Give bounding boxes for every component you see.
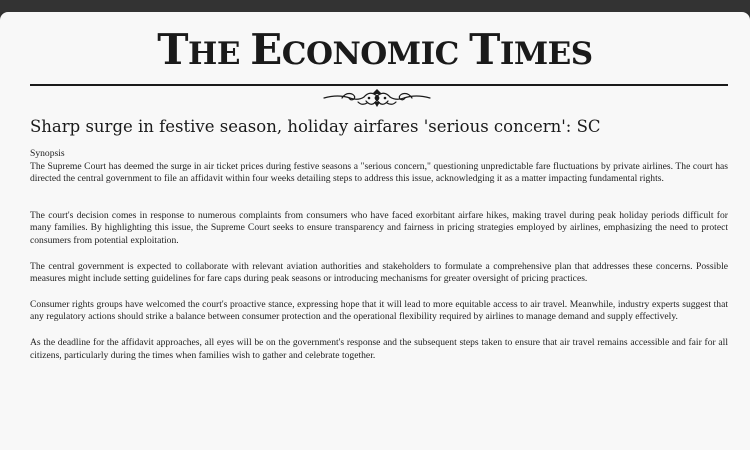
- masthead-letters: CONOMIC: [281, 36, 470, 72]
- article-paragraph: The central government is expected to collaborate with relevant aviation authorities and stakeholders to formulate a comprehensive plan that addresses these concerns. Possible measures might include setting guidelines for fare caps during peak seasons or introducing mechanisms for greater oversight of pricing practices.: [30, 260, 728, 285]
- window-top-bar: [0, 0, 750, 12]
- newspaper-page: [0, 12, 750, 450]
- article-headline: Sharp surge in festive season, holiday airfares 'serious concern': SC: [30, 117, 601, 136]
- article-paragraph: Consumer rights groups have welcomed the court's proactive stance, expressing hope that it will lead to more equitable access to air travel. Meanwhile, industry experts suggest that any regulatory actions should strike a balance between consumer protection and the operational flexibility required by airlines to manage demand and supply effectively.: [30, 298, 728, 323]
- flourish-divider-icon: [322, 88, 432, 110]
- article-paragraph: As the deadline for the affidavit approaches, all eyes will be on the government's response and the subsequent steps taken to ensure that air travel remains accessible and fair for all citizens, particularly during the times when families wish to gather and celebrate together.: [30, 336, 728, 361]
- masthead-logo[interactable]: [0, 26, 750, 74]
- synopsis-label: Synopsis: [30, 148, 65, 159]
- masthead-letter: E: [250, 25, 282, 74]
- masthead-letters: IMES: [499, 36, 593, 72]
- masthead-letter: T: [469, 25, 500, 74]
- article-body: [30, 148, 728, 362]
- article-paragraph: The court's decision comes in response to numerous complaints from consumers who have faced exorbitant airfare hikes, making travel during peak holiday periods difficult for many families. By highlighting this issue, the Supreme Court seeks to ensure transparency and fairness in pricing strategies employed by airlines, emphasizing the need to protect consumers from potential exploitation.: [30, 209, 728, 246]
- masthead-letters: HE: [188, 36, 251, 72]
- masthead-letter: T: [157, 25, 189, 74]
- synopsis-text: The Supreme Court has deemed the surge in air ticket prices during festive seasons a "serious concern," questioning unpredictable fare fluctuations by private airlines. The court has directed the central government to file an affidavit within four weeks detailing steps to address this issue, acknowledging it as a matter impacting fundamental rights.: [30, 160, 728, 185]
- masthead-divider-rule: [30, 84, 728, 86]
